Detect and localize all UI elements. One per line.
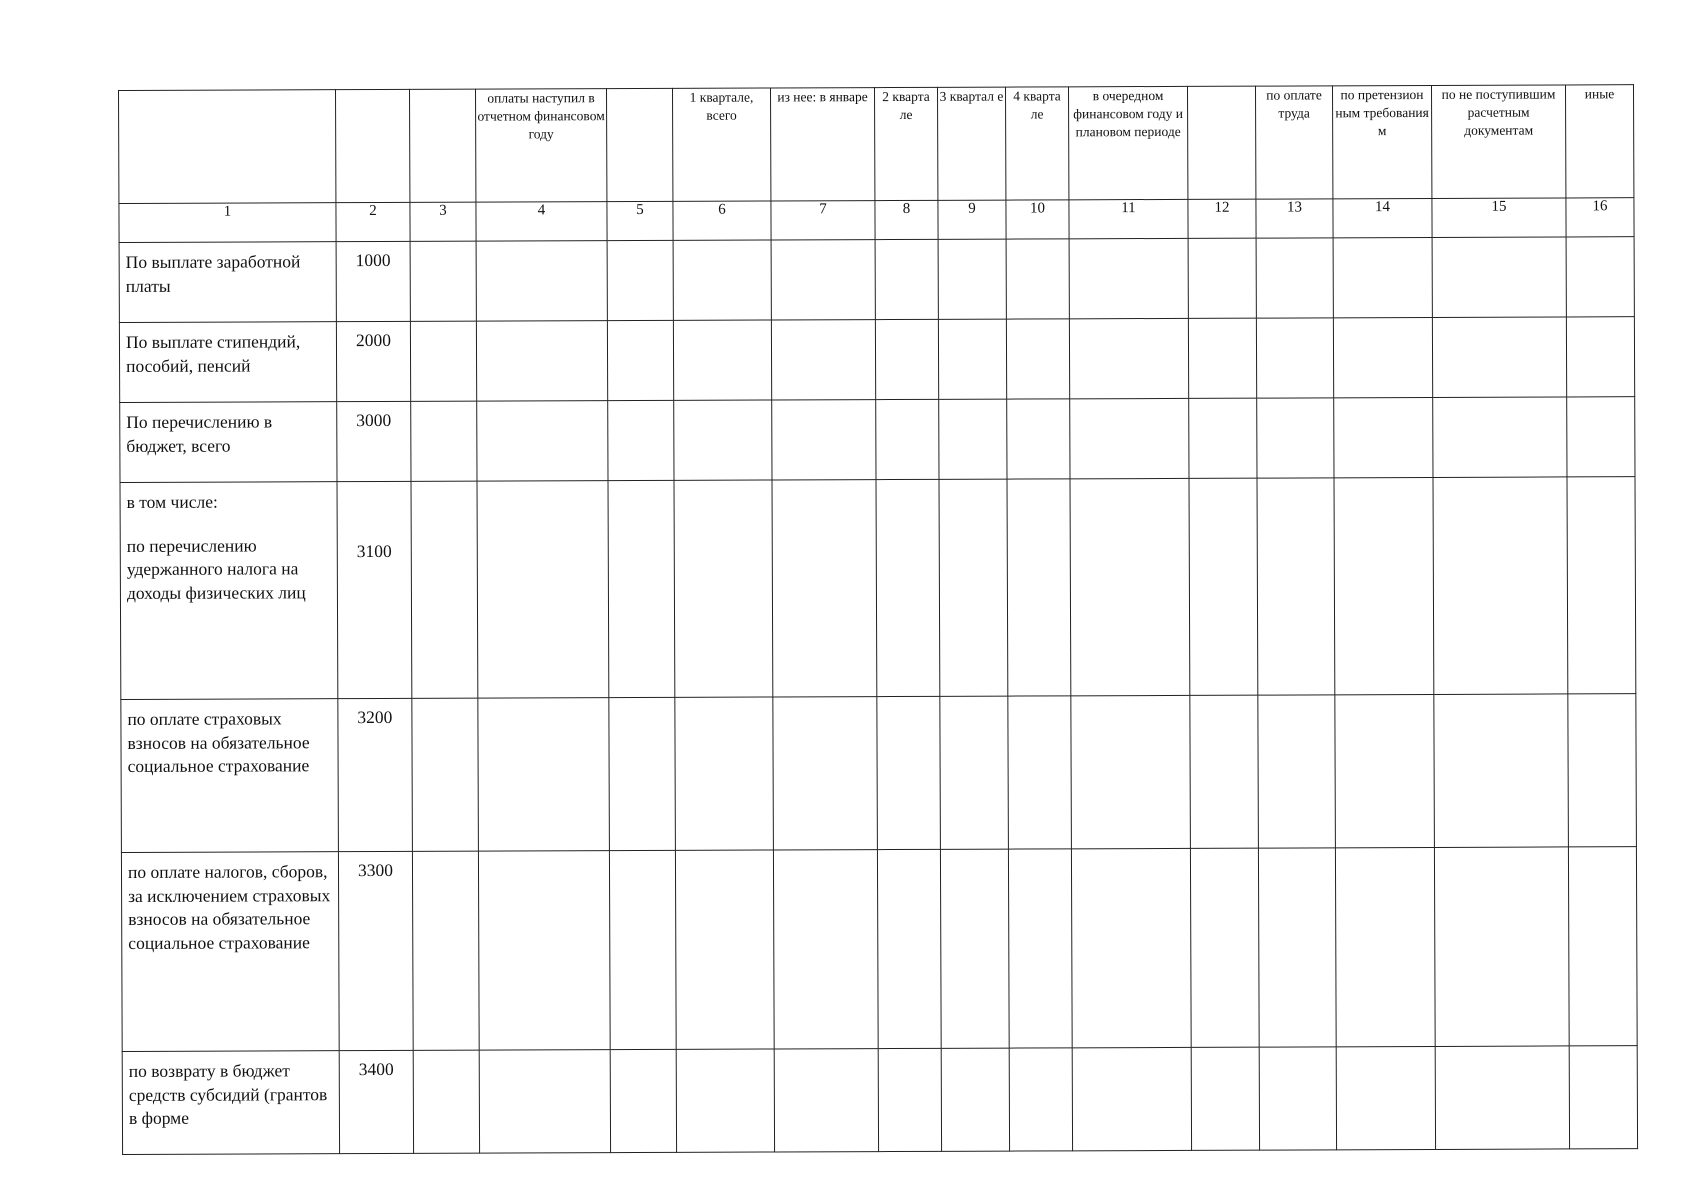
row-label: По выплате стипендий, пособий, пенсий	[119, 322, 336, 403]
header-cell: 3 квартал е	[937, 87, 1005, 200]
header-row	[119, 85, 1634, 204]
header-cell: в очередном финансовом году и плановом периоде	[1068, 86, 1187, 199]
table-row	[121, 847, 1637, 1052]
column-number: 16	[1566, 198, 1634, 237]
header-cell: иные	[1565, 85, 1633, 198]
row-label: По выплате заработной платы	[119, 242, 336, 323]
header-cell	[336, 89, 410, 202]
table-row	[119, 237, 1634, 323]
header-cell	[409, 89, 475, 202]
row-code: 3200	[338, 698, 413, 851]
header-cell: 1 квартале, всего	[672, 88, 770, 201]
column-number: 5	[607, 201, 673, 240]
header-cell: 2 кварта ле	[874, 87, 937, 200]
table-row	[120, 397, 1635, 483]
row-code: 3000	[337, 401, 411, 481]
column-number: 6	[673, 201, 771, 240]
column-number: 3	[410, 202, 476, 241]
row-code: 3300	[338, 851, 413, 1050]
report-table	[118, 84, 1638, 1155]
row-label: по оплате налогов, сборов, за исключением страховых взносов на обязательное социальное страхование	[121, 852, 339, 1052]
column-number: 15	[1432, 198, 1566, 238]
row-code: 1000	[336, 241, 410, 321]
table-row	[120, 477, 1636, 700]
row-label: по возврату в бюджет средств субсидий (грантов в форме	[122, 1051, 339, 1155]
header-cell	[119, 90, 336, 204]
header-cell	[1187, 86, 1255, 199]
header-cell: 4 кварта ле	[1005, 87, 1068, 200]
column-number: 14	[1333, 198, 1432, 237]
row-label: По перечислению в бюджет, всего	[120, 402, 337, 483]
row-label-prefix: в том числе:	[126, 491, 218, 512]
header-cell: оплаты наступил в отчетном финансовом году	[475, 89, 606, 203]
column-number: 13	[1256, 199, 1333, 238]
header-cell: по оплате труда	[1255, 86, 1332, 199]
row-code: 3400	[339, 1050, 413, 1153]
column-number-row	[119, 198, 1634, 243]
column-number: 9	[938, 200, 1006, 239]
header-cell: по претензион ным требования м	[1332, 85, 1431, 198]
header-cell	[606, 88, 672, 201]
column-number: 12	[1188, 199, 1256, 238]
table-row	[121, 694, 1637, 853]
header-cell: по не поступившим расчетным документам	[1431, 85, 1565, 199]
column-number: 11	[1069, 199, 1188, 238]
table-row	[122, 1046, 1637, 1155]
table-row	[119, 317, 1634, 403]
column-number: 2	[336, 202, 410, 241]
row-label: по перечислению удержанного налога на доходы физических лиц	[126, 534, 306, 603]
row-code: 2000	[336, 321, 410, 401]
row-label: по оплате страховых взносов на обязательное социальное страхование	[121, 699, 339, 853]
column-number: 8	[875, 200, 938, 239]
column-number: 1	[119, 203, 336, 243]
row-code: 3100	[337, 481, 412, 698]
column-number: 4	[476, 202, 607, 242]
header-cell: из нее: в январе	[770, 88, 874, 201]
row-label-group	[120, 482, 338, 700]
column-number: 10	[1006, 200, 1069, 239]
column-number: 7	[771, 201, 875, 240]
